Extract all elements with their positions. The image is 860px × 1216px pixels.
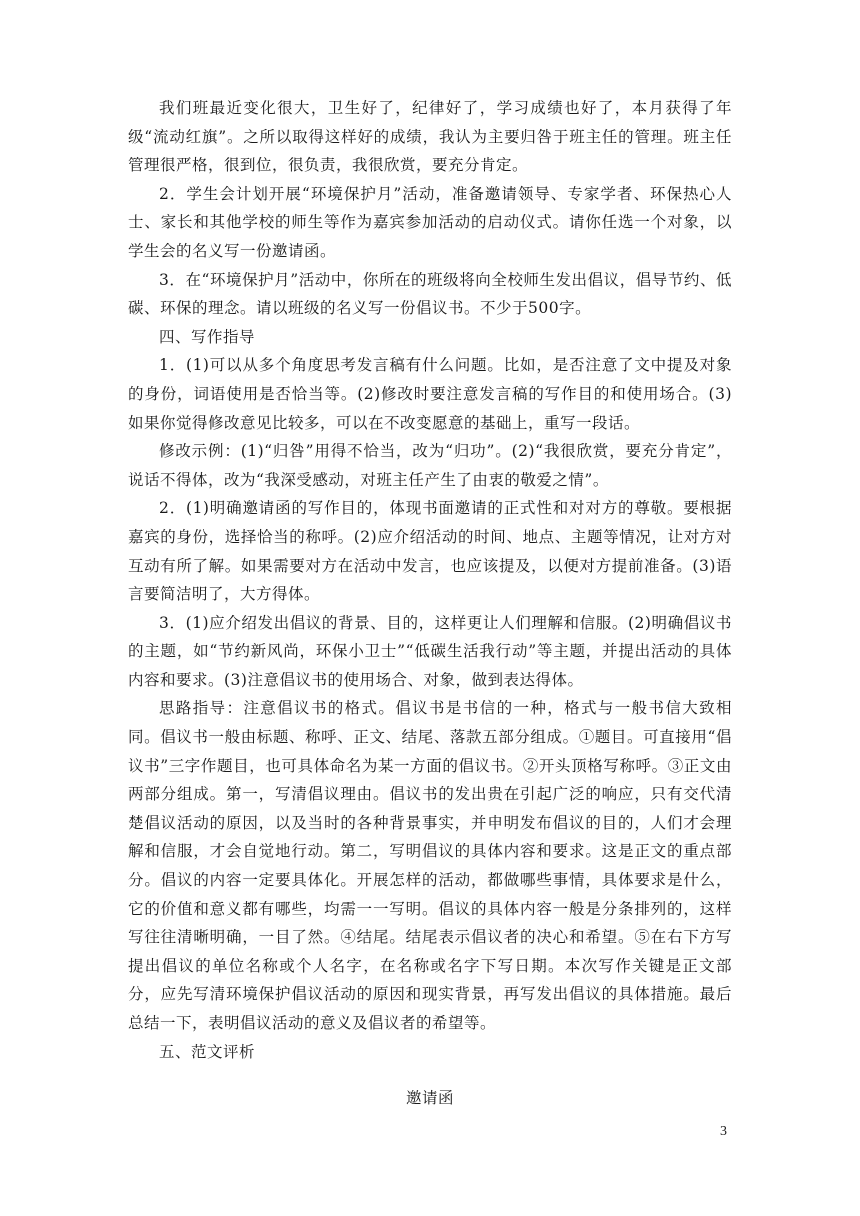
question-2: 2．学生会计划开展“环境保护月”活动，准备邀请领导、专家学者、环保热心人士、家长和其他学校的师生等作为嘉宾参加活动的启动仪式。请你任选一个对象，以学生会的名义写一份邀请函。 [128,184,732,260]
essay-title: 邀请函 [405,1089,454,1108]
revision-example: 修改示例：(1)“归咎”用得不恰当，改为“归功”。(2)“我很欣赏，要充分肯定”，说话不得体，改为“我深受感动，对班主任产生了由衷的敬爱之情”。 [128,442,732,489]
page-number: 3 [720,1124,727,1139]
thinking-guide: 思路指导：注意倡议书的格式。倡议书是书信的一种，格式与一般书信大致相同。倡议书一般由标题、称呼、正文、结尾、落款五部分组成。①题目。可直接用“倡议书”三字作题目，也可具体命名为某一方面的倡议书。②开头顶格写称呼。③正文由两部分组成。第一，写清倡议理由。倡议书的发出贵在引起广泛的响应，只有交代清楚倡议活动的原因，以及当时的各种背景事实，并申明发布倡议的目的，人们才会理解和信服，才会自觉地行动。第二，写明倡议的具体内容和要求。这是正文的重点部分。倡议的内容一定要具体化。开展怎样的活动，都做哪些事情，具体要求是什么，它的价值和意义都有哪些，均需一一写明。倡议的具体内容一般是分条排列的，这样写往往清晰明确，一目了然。④结尾。结尾表示倡议者的决心和希望。⑤在右下方写提出倡议的单位名称或个人名字，在名称或名字下写日期。本次写作关键是正文部分，应先写清环境保护倡议活动的原因和现实背景，再写发出倡议的具体措施。最后总结一下，表明倡议活动的意义及倡议者的希望等。 [128,699,732,1032]
guide-item-1: 1．(1)可以从多个角度思考发言稿有什么问题。比如，是否注意了文中提及对象的身份，词语使用是否恰当等。(2)修改时要注意发言稿的写作目的和使用场合。(3)如果你觉得修改意见比较多，可以在不改变愿意的基础上，重写一段话。 [128,356,732,432]
section-heading-writing-guide: 四、写作指导 [159,327,256,346]
guide-item-3: 3．(1)应介绍发出倡议的背景、目的，这样更让人们理解和信服。(2)明确倡议书的主题，如“节约新风尚，环保小卫士”“低碳生活我行动”等主题，并提出活动的具体内容和要求。(3)注意倡议书的使用场合、对象，做到表达得体。 [128,613,732,689]
question-3: 3．在“环境保护月”活动中，你所在的班级将向全校师生发出倡议，倡导节约、低碳、环保的理念。请以班级的名义写一份倡议书。不少于500字。 [128,270,732,318]
section-heading-model-essay: 五、范文评析 [159,1042,256,1061]
paragraph-sample-speech: 我们班最近变化很大，卫生好了，纪律好了，学习成绩也好了，本月获得了年级“流动红旗”。之所以取得这样好的成绩，我认为主要归咎于班主任的管理。班主任管理很严格，很到位，很负责，我很欣赏，要充分肯定。 [128,99,732,175]
guide-item-2: 2．(1)明确邀请函的写作目的，体现书面邀请的正式性和对对方的尊敬。要根据嘉宾的身份，选择恰当的称呼。(2)应介绍活动的时间、地点、主题等情况，让对方对互动有所了解。如果需要对方在活动中发言，也应该提及，以便对方提前准备。(3)语言要简洁明了，大方得体。 [128,499,732,604]
document-body [128,94,732,1113]
